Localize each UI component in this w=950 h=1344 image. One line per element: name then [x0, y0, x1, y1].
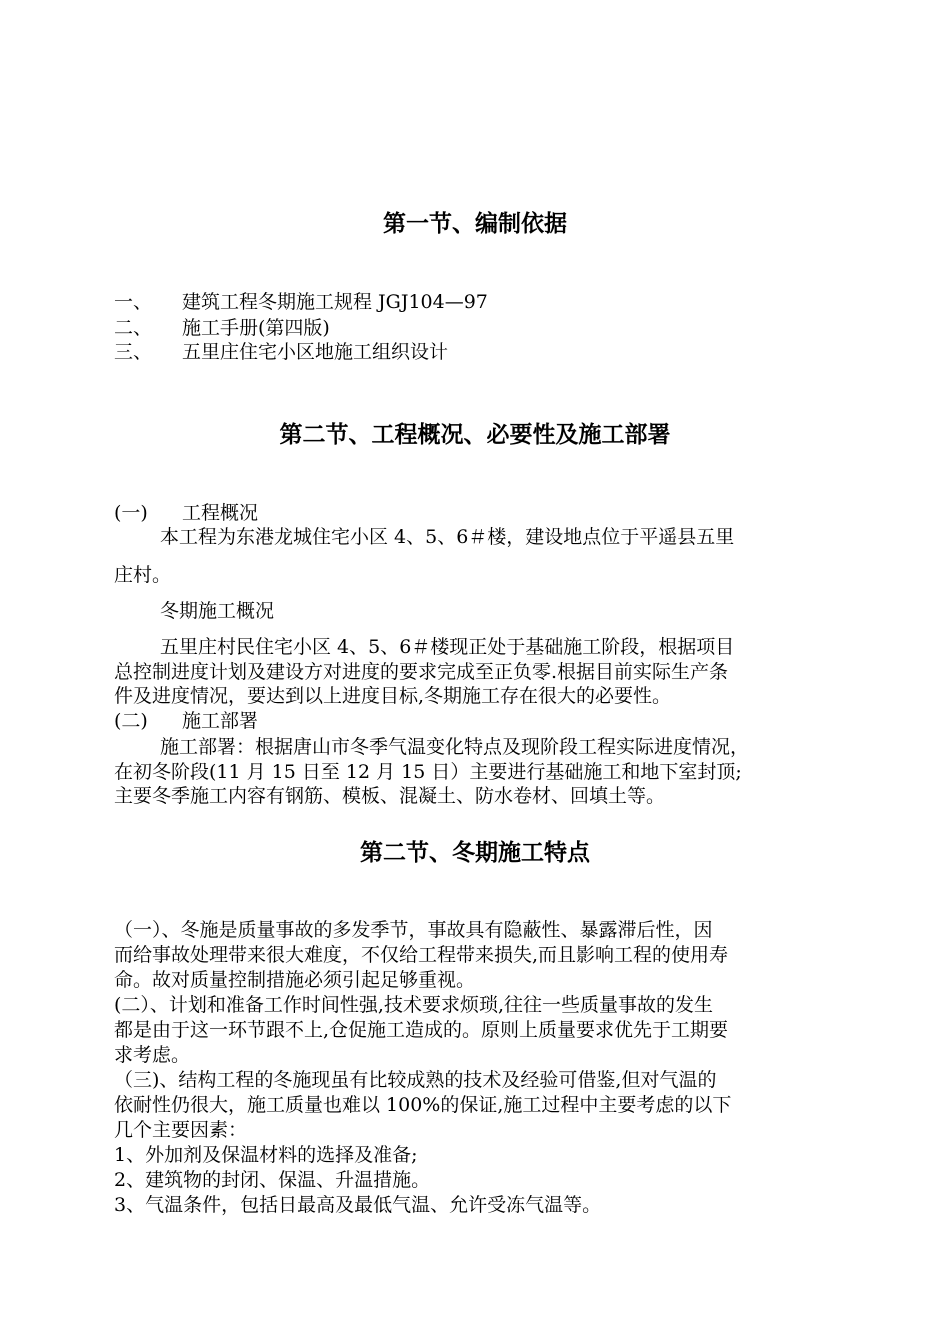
section2-heading: 第二节、工程概况、必要性及施工部署: [279, 422, 671, 448]
characteristics-text-line: (二）、计划和准备工作时间性强,技术要求烦琐,往往一些质量事故的发生: [114, 994, 713, 1016]
deploy-text-line: 施工部署：根据唐山市冬季气温变化特点及现阶段工程实际进度情况，: [160, 736, 750, 758]
winter-overview-title: 冬期施工概况: [160, 600, 275, 622]
list-number: 二、: [114, 317, 153, 339]
characteristics-text-line: 依耐性仍很大，施工质量也难以 100%的保证,施工过程中主要考虑的以下: [114, 1094, 732, 1116]
characteristics-text-line: 3、气温条件，包括日最高及最低气温、允许受冻气温等。: [114, 1194, 602, 1216]
characteristics-text-line: 1、外加剂及保温材料的选择及准备;: [114, 1144, 418, 1166]
list-number: 一、: [114, 291, 153, 313]
characteristics-text-line: 2、建筑物的封闭、保温、升温措施。: [114, 1169, 431, 1191]
deploy-text-line: 主要冬季施工内容有钢筋、模板、混凝土、防水卷材、回填土等。: [114, 785, 666, 807]
overview-text-line: 本工程为东港龙城住宅小区 4、5、6＃楼，建设地点位于平遥县五里: [160, 526, 735, 548]
overview-text-line: 庄村。: [114, 564, 172, 586]
deploy-text-line: 在初冬阶段(11 月 15 日至 12 月 15 日）主要进行基础施工和地下室封顶;: [114, 761, 742, 783]
section3-heading: 第二节、冬期施工特点: [360, 840, 590, 866]
subsection-title: 施工部署: [182, 710, 259, 732]
winter-text-line: 五里庄村民住宅小区 4、5、6＃楼现正处于基础施工阶段，根据项目: [160, 636, 735, 658]
winter-text-line: 件及进度情况，要达到以上进度目标,冬期施工存在很大的必要性。: [114, 685, 672, 707]
characteristics-text-line: 几个主要因素：: [114, 1119, 248, 1141]
characteristics-text-line: （一）、冬施是质量事故的多发季节，事故具有隐蔽性、暴露滞后性，因: [114, 919, 713, 941]
list-item: 施工手册(第四版): [182, 317, 330, 339]
subsection-number: (一): [114, 502, 148, 524]
list-item: 建筑工程冬期施工规程 JGJ104—97: [182, 291, 488, 313]
characteristics-text-line: 命。故对质量控制措施必须引起足够重视。: [114, 969, 476, 991]
section1-heading: 第一节、编制依据: [383, 211, 567, 237]
subsection-title: 工程概况: [182, 502, 259, 524]
characteristics-text-line: 而给事故处理带来很大难度，不仅给工程带来损失,而且影响工程的使用寿: [114, 944, 729, 966]
list-number: 三、: [114, 341, 153, 363]
winter-text-line: 总控制进度计划及建设方对进度的要求完成至正负零.根据目前实际生产条: [114, 661, 729, 683]
characteristics-text-line: 都是由于这一环节跟不上,仓促施工造成的。原则上质量要求优先于工期要: [114, 1019, 729, 1041]
list-item: 五里庄住宅小区地施工组织设计: [182, 341, 449, 363]
characteristics-text-line: 求考虑。: [114, 1044, 191, 1066]
characteristics-text-line: （三)、结构工程的冬施现虽有比较成熟的技术及经验可借鉴,但对气温的: [114, 1069, 717, 1091]
subsection-number: (二): [114, 710, 148, 732]
